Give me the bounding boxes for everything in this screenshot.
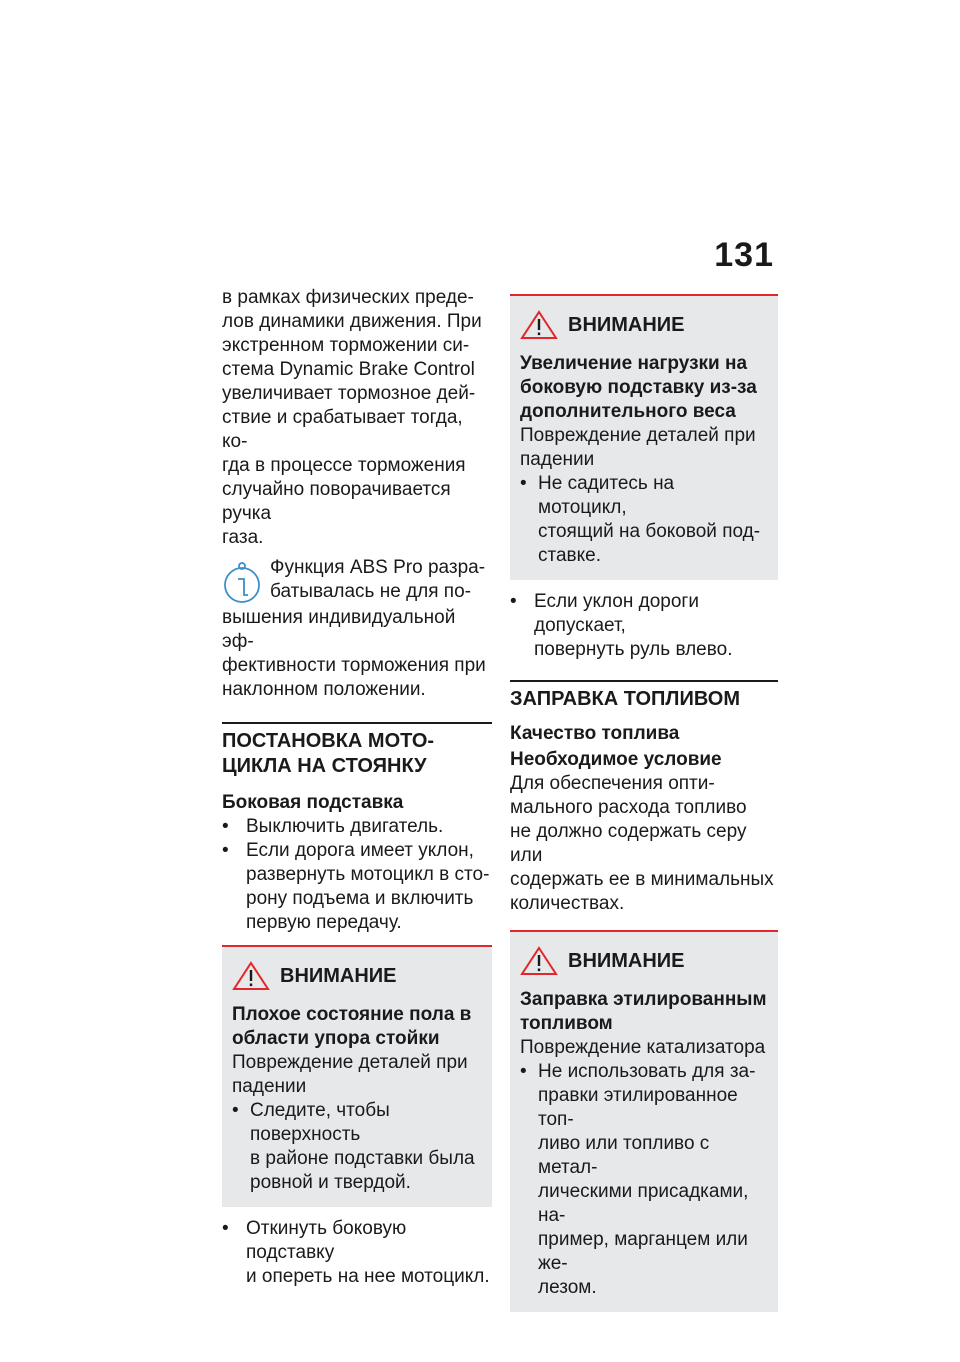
text-line: случайно поворачивается ручка	[222, 479, 451, 524]
warning-icon	[520, 310, 558, 340]
warning-icon	[232, 961, 270, 991]
text-line: наклонном положении.	[222, 679, 426, 700]
warning-heading-line: Заправка этилированным	[520, 989, 767, 1010]
warning-title-text: ВНИМАНИЕ	[568, 949, 685, 972]
text-line: гда в процессе торможения	[222, 455, 466, 476]
warning-heading-line: боковую подставку из-за	[520, 377, 757, 398]
warning-title-text: ВНИМАНИЕ	[280, 964, 397, 987]
text-line: пример, марганцем или же-	[538, 1229, 748, 1274]
text-line: и опереть на нее мотоцикл.	[246, 1266, 490, 1287]
text-line: содержать ее в минимальных	[510, 869, 774, 890]
section-title-line: ЦИКЛА НА СТОЯНКУ	[222, 755, 427, 777]
text-line: • Если уклон дороги допускает,	[534, 591, 699, 636]
bullet-item	[510, 590, 778, 662]
text-line: развернуть мотоцикл в сто-	[246, 864, 490, 885]
warning-heading-line: Увеличение нагрузки на	[520, 353, 748, 374]
text-line: не должно содержать серу или	[510, 821, 747, 866]
warning-bullet	[232, 1099, 482, 1195]
warning-box	[222, 945, 492, 1207]
text-line: стоящий на боковой под-	[538, 521, 761, 542]
text-line: вышения индивидуальной эф-	[222, 607, 456, 652]
right-column	[510, 294, 778, 1322]
text-line: количествах.	[510, 893, 625, 914]
info-note	[222, 556, 492, 702]
warning-icon	[520, 946, 558, 976]
warning-title-text: ВНИМАНИЕ	[568, 313, 685, 336]
warning-title	[520, 946, 768, 976]
warning-heading-line: Плохое состояние пола в	[232, 1004, 472, 1025]
warning-heading-line: топливом	[520, 1013, 613, 1034]
fuel-paragraph	[510, 772, 778, 916]
text-line: ливо или топливо с метал-	[538, 1133, 710, 1178]
warning-text-line: Повреждение катализатора	[520, 1037, 766, 1058]
subsection-title-requirement: Необходимое условие	[510, 749, 722, 770]
text-line: • Не садитесь на мотоцикл,	[538, 473, 675, 518]
text-line: первую передачу.	[246, 912, 402, 933]
text-line: • Откинуть боковую подставку	[246, 1218, 407, 1263]
text-line: лезом.	[538, 1277, 597, 1298]
warning-bullet	[520, 1060, 768, 1300]
text-line: • Следите, чтобы поверхность	[250, 1100, 390, 1145]
text-line: • Не использовать для за-	[538, 1061, 756, 1082]
text-line: Для обеспечения опти-	[510, 773, 715, 794]
bullet-item	[222, 839, 492, 935]
warning-text-line: Повреждение деталей при	[232, 1052, 468, 1073]
text-line: экстренном торможении си-	[222, 335, 470, 356]
text-line: Функция ABS Pro разра-	[270, 557, 486, 578]
subsection-title-side-stand: Боковая подставка	[222, 792, 404, 813]
section-title-refueling: ЗАПРАВКА ТОПЛИВОМ	[510, 680, 778, 712]
warning-text-line: Повреждение деталей при	[520, 425, 756, 446]
text-line: рону подъема и включить	[246, 888, 474, 909]
warning-title	[520, 310, 768, 340]
text-line: увеличивает тормозное дей-	[222, 383, 476, 404]
warning-bullet	[520, 472, 768, 568]
warning-text-line: падении	[520, 449, 595, 470]
text-line: фективности торможения при	[222, 655, 486, 676]
text-line: стема Dynamic Brake Control	[222, 359, 475, 380]
warning-title	[232, 961, 482, 991]
intro-paragraph	[222, 286, 492, 550]
text-line: газа.	[222, 527, 264, 548]
warning-text-line: падении	[232, 1076, 307, 1097]
text-line: правки этилированное топ-	[538, 1085, 738, 1130]
text-line: лическими присадками, на-	[538, 1181, 749, 1226]
text-line: батывалась не для по-	[270, 581, 471, 602]
text-line: ровной и твердой.	[250, 1172, 411, 1193]
warning-box	[510, 930, 778, 1312]
text-line: ствие и срабатывает тогда, ко-	[222, 407, 463, 452]
page-number: 131	[714, 236, 774, 274]
text-line: мального расхода топливо	[510, 797, 747, 818]
left-column	[222, 286, 492, 1289]
section-title-line: ПОСТАНОВКА МОТО-	[222, 730, 435, 752]
bullet-item: • Выключить двигатель.	[222, 815, 492, 839]
warning-box	[510, 294, 778, 580]
text-line: лов динамики движения. При	[222, 311, 482, 332]
text-line: повернуть руль влево.	[534, 639, 733, 660]
warning-heading-line: дополнительного веса	[520, 401, 736, 422]
text-line: в районе подставки была	[250, 1148, 475, 1169]
warning-heading-line: области упора стойки	[232, 1028, 440, 1049]
text-line: • Если дорога имеет уклон,	[246, 840, 474, 861]
text-line: ставке.	[538, 545, 602, 566]
subsection-title-fuel-quality: Качество топлива	[510, 723, 680, 744]
section-title-parking	[222, 722, 492, 779]
text-line: в рамках физических преде-	[222, 287, 474, 308]
bullet-item	[222, 1217, 492, 1289]
info-icon	[222, 560, 262, 606]
